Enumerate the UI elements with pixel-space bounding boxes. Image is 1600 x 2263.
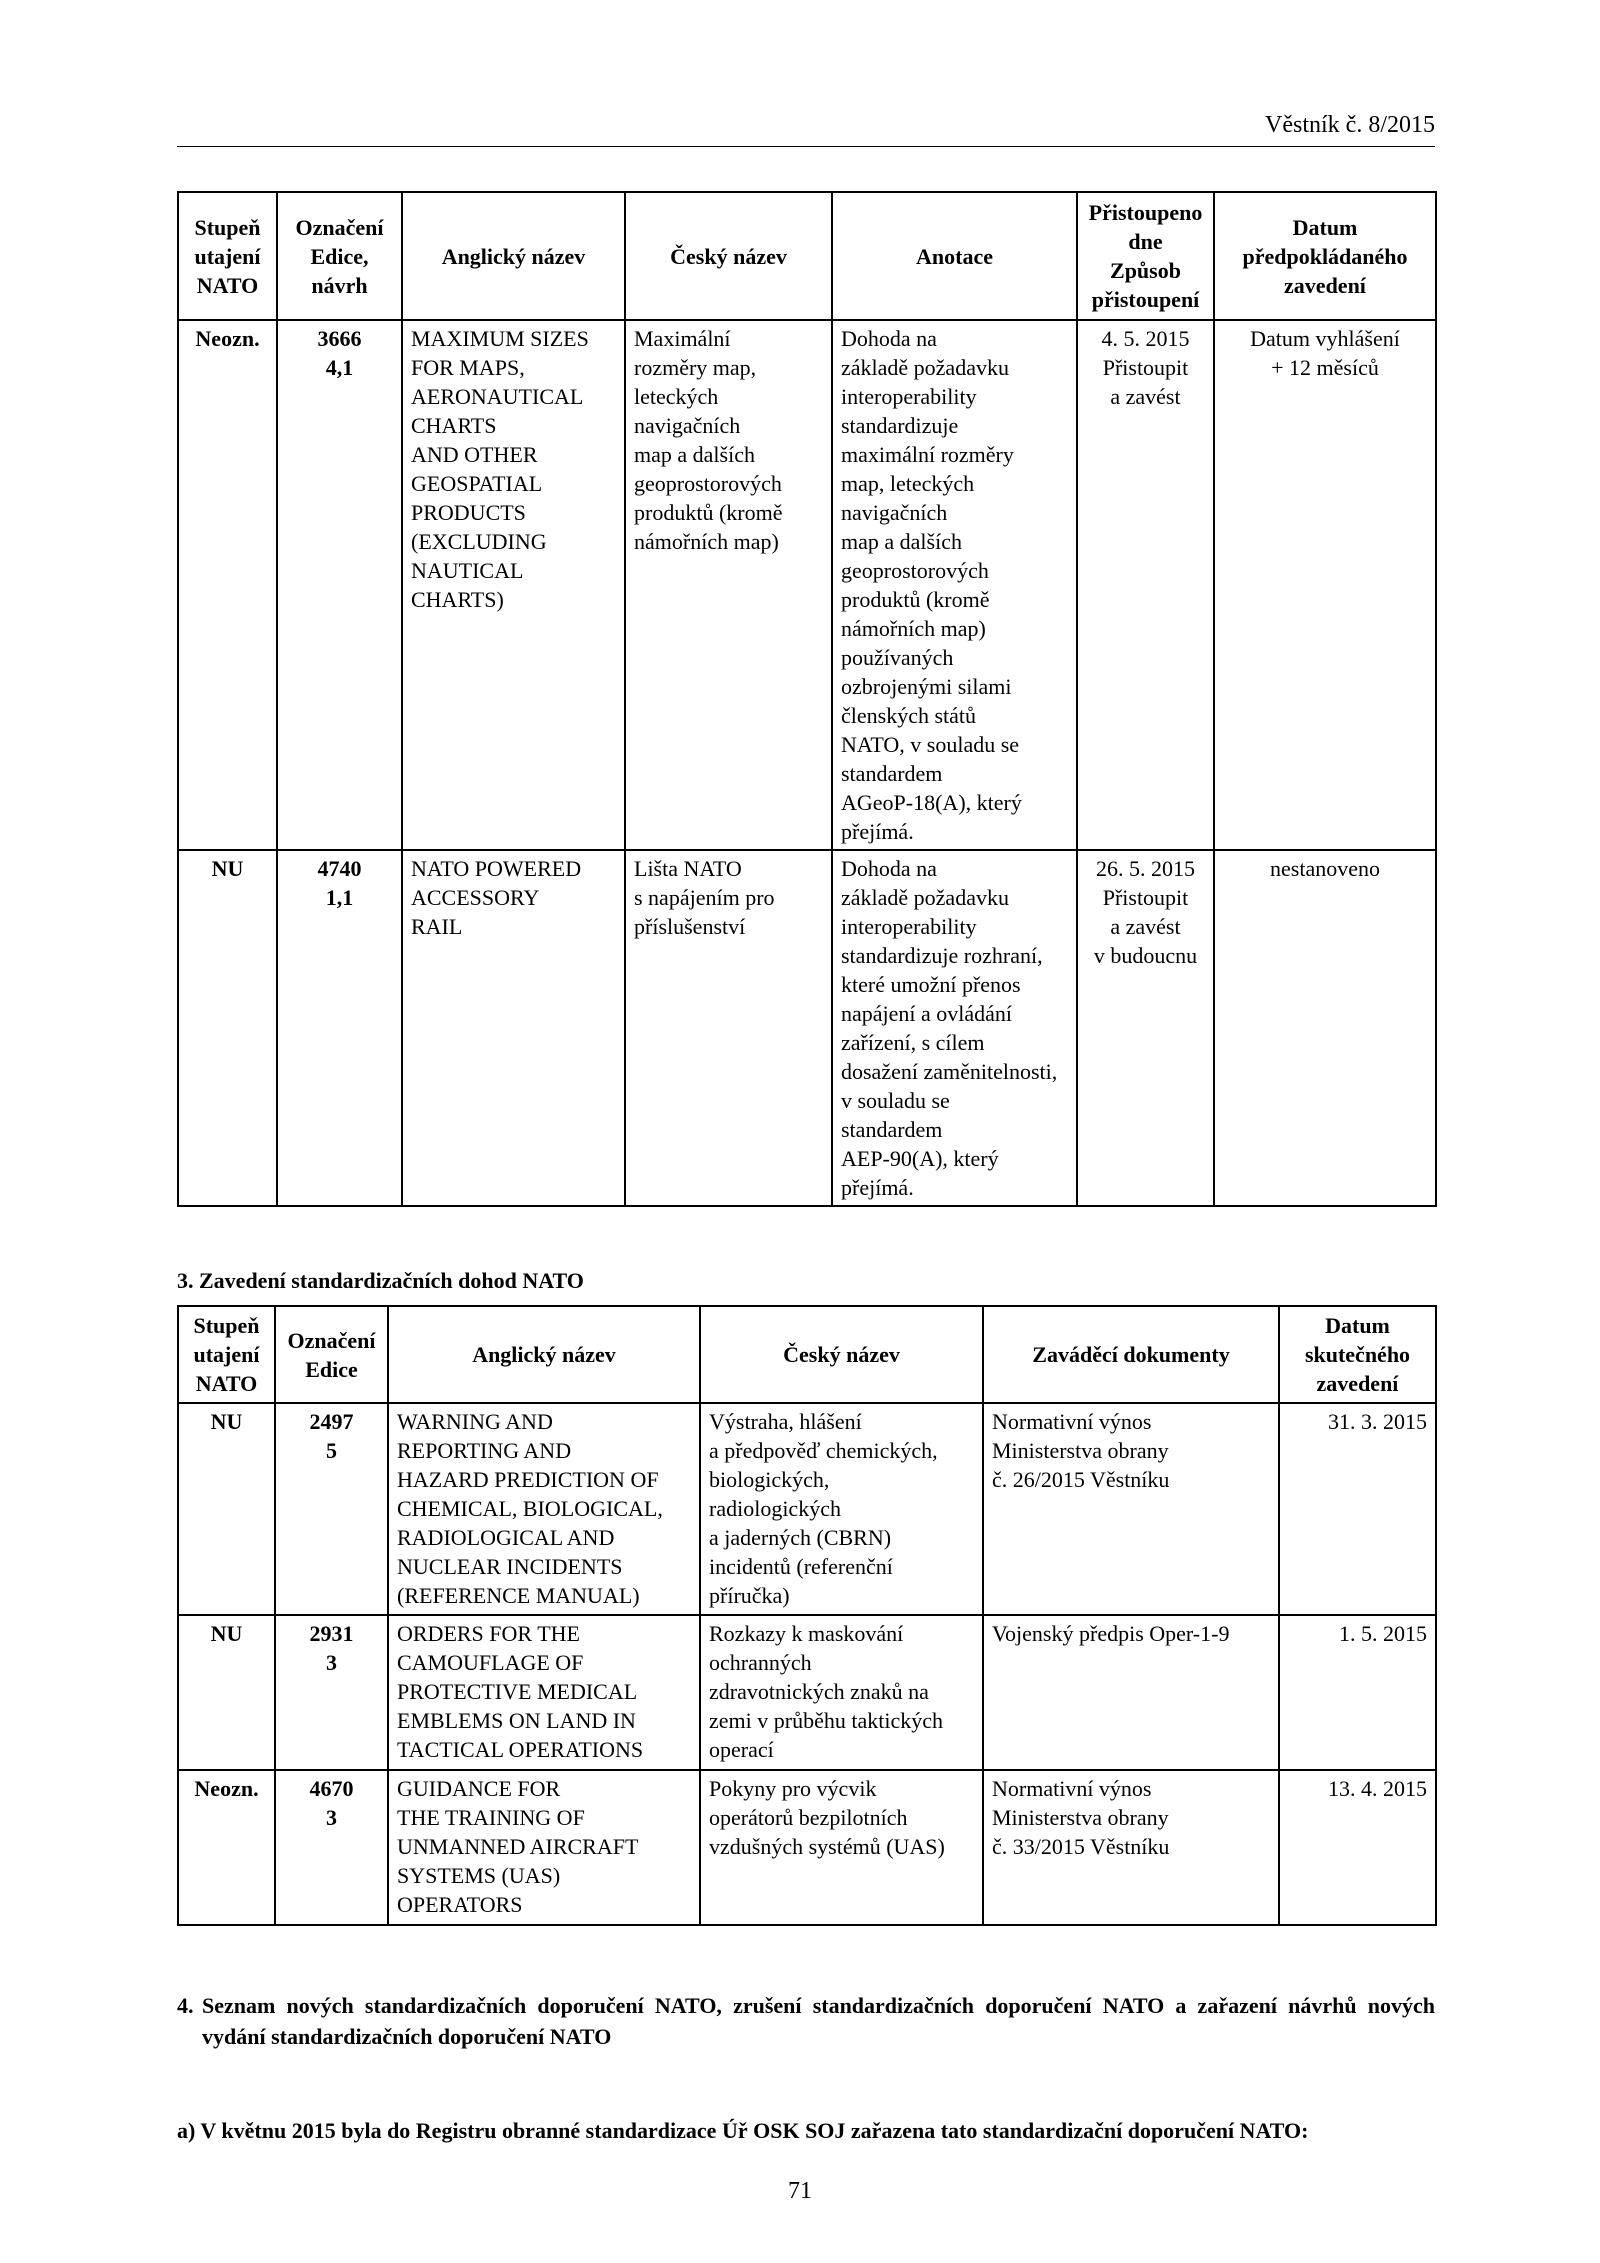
cell-datum: 13. 4. 2015 xyxy=(1279,1770,1436,1925)
cell-stupen: NU xyxy=(178,1403,275,1615)
cell-oznaceni: 4670 3 xyxy=(275,1770,388,1925)
section-4-heading xyxy=(177,1990,1435,2052)
table-row xyxy=(178,850,1436,1206)
cell-pristoupeno: 26. 5. 2015 Přistoupit a zavést v budoucnu xyxy=(1077,850,1214,1206)
cell-anglicky: ORDERS FOR THE CAMOUFLAGE OF PROTECTIVE MEDICAL EMBLEMS ON LAND IN TACTICAL OPERATIONS xyxy=(388,1615,700,1770)
cell-stupen: Neozn. xyxy=(178,320,277,850)
cell-oznaceni: 2931 3 xyxy=(275,1615,388,1770)
page-number: 71 xyxy=(788,2178,812,2204)
header-anglicky: Anglický název xyxy=(388,1306,700,1403)
section-4a-text: a) V květnu 2015 byla do Registru obranné standardizace Úř OSK SOJ zařazena tato standardizační doporučení NATO: xyxy=(177,2118,1309,2143)
cell-oznaceni: 2497 5 xyxy=(275,1403,388,1615)
cell-anglicky: WARNING AND REPORTING AND HAZARD PREDICTION OF CHEMICAL, BIOLOGICAL, RADIOLOGICAL AND NUCLEAR INCIDENTS (REFERENCE MANUAL) xyxy=(388,1403,700,1615)
cell-oznaceni: 4740 1,1 xyxy=(277,850,402,1206)
cell-cesky: Maximální rozměry map, leteckých navigačních map a dalších geoprostorových produktů (kromě námořních map) xyxy=(625,320,832,850)
cell-datum: Datum vyhlášení + 12 měsíců xyxy=(1214,320,1436,850)
cell-stupen: NU xyxy=(178,1615,275,1770)
header-stupen: Stupeň utajení NATO xyxy=(178,192,277,320)
cell-cesky: Výstraha, hlášení a předpověď chemických, biologických, radiologických a jaderných (CBRN) incidentů (referenční příručka) xyxy=(700,1403,983,1615)
cell-anglicky: GUIDANCE FOR THE TRAINING OF UNMANNED AIRCRAFT SYSTEMS (UAS) OPERATORS xyxy=(388,1770,700,1925)
table-row xyxy=(178,1615,1436,1770)
table-row xyxy=(178,1770,1436,1925)
section-4-title: Seznam nových standardizačních doporučení NATO, zrušení standardizačních doporučení NATO a zařazení návrhů nových vydání standardizačních doporučení NATO xyxy=(202,1993,1435,2049)
header-datum: Datum předpokládaného zavedení xyxy=(1214,192,1436,320)
table-row xyxy=(178,1403,1436,1615)
header-oznaceni: Označení Edice, návrh xyxy=(277,192,402,320)
cell-anglicky: MAXIMUM SIZES FOR MAPS, AERONAUTICAL CHARTS AND OTHER GEOSPATIAL PRODUCTS (EXCLUDING NAUTICAL CHARTS) xyxy=(402,320,625,850)
cell-datum: 31. 3. 2015 xyxy=(1279,1403,1436,1615)
implementation-table xyxy=(177,1305,1437,1926)
cell-oznaceni: 3666 4,1 xyxy=(277,320,402,850)
header-stupen: Stupeň utajení NATO xyxy=(178,1306,275,1403)
section-4-number: 4. xyxy=(177,1993,194,2018)
cell-datum: nestanoveno xyxy=(1214,850,1436,1206)
page-header xyxy=(177,110,1435,147)
acceptance-table xyxy=(177,191,1437,1207)
header-zavadeci: Zaváděcí dokumenty xyxy=(983,1306,1279,1403)
cell-zavadeci: Normativní výnos Ministerstva obrany č. 33/2015 Věstníku xyxy=(983,1770,1279,1925)
section-3-title: 3. Zavedení standardizačních dohod NATO xyxy=(177,1268,584,1293)
cell-stupen: NU xyxy=(178,850,277,1206)
header-anotace: Anotace xyxy=(832,192,1077,320)
cell-zavadeci: Vojenský předpis Oper-1-9 xyxy=(983,1615,1279,1770)
header-datum: Datum skutečného zavedení xyxy=(1279,1306,1436,1403)
cell-stupen: Neozn. xyxy=(178,1770,275,1925)
cell-anotace: Dohoda na základě požadavku interoperability standardizuje rozhraní, které umožní přenos napájení a ovládání zařízení, s cílem dosažení zaměnitelnosti, v souladu se standardem AEP-90(A), který přejímá. xyxy=(832,850,1077,1206)
cell-cesky: Lišta NATO s napájením pro příslušenství xyxy=(625,850,832,1206)
header-cesky: Český název xyxy=(700,1306,983,1403)
header-pristoupeno: Přistoupeno dne Způsob přistoupení xyxy=(1077,192,1214,320)
table-header-row xyxy=(178,192,1436,320)
cell-datum: 1. 5. 2015 xyxy=(1279,1615,1436,1770)
cell-anotace: Dohoda na základě požadavku interoperability standardizuje maximální rozměry map, leteckých navigačních map a dalších geoprostorových produktů (kromě námořních map) používaných ozbrojenými silami členských států NATO, v souladu se standardem AGeoP-18(A), který přejímá. xyxy=(832,320,1077,850)
cell-pristoupeno: 4. 5. 2015 Přistoupit a zavést xyxy=(1077,320,1214,850)
header-oznaceni: Označení Edice xyxy=(275,1306,388,1403)
cell-anglicky: NATO POWERED ACCESSORY RAIL xyxy=(402,850,625,1206)
header-anglicky: Anglický název xyxy=(402,192,625,320)
table-header-row xyxy=(178,1306,1436,1403)
cell-zavadeci: Normativní výnos Ministerstva obrany č. 26/2015 Věstníku xyxy=(983,1403,1279,1615)
table-row xyxy=(178,320,1436,850)
journal-title: Věstník č. 8/2015 xyxy=(1265,112,1435,138)
cell-cesky: Rozkazy k maskování ochranných zdravotnických znaků na zemi v průběhu taktických operací xyxy=(700,1615,983,1770)
header-cesky: Český název xyxy=(625,192,832,320)
cell-cesky: Pokyny pro výcvik operátorů bezpilotních vzdušných systémů (UAS) xyxy=(700,1770,983,1925)
